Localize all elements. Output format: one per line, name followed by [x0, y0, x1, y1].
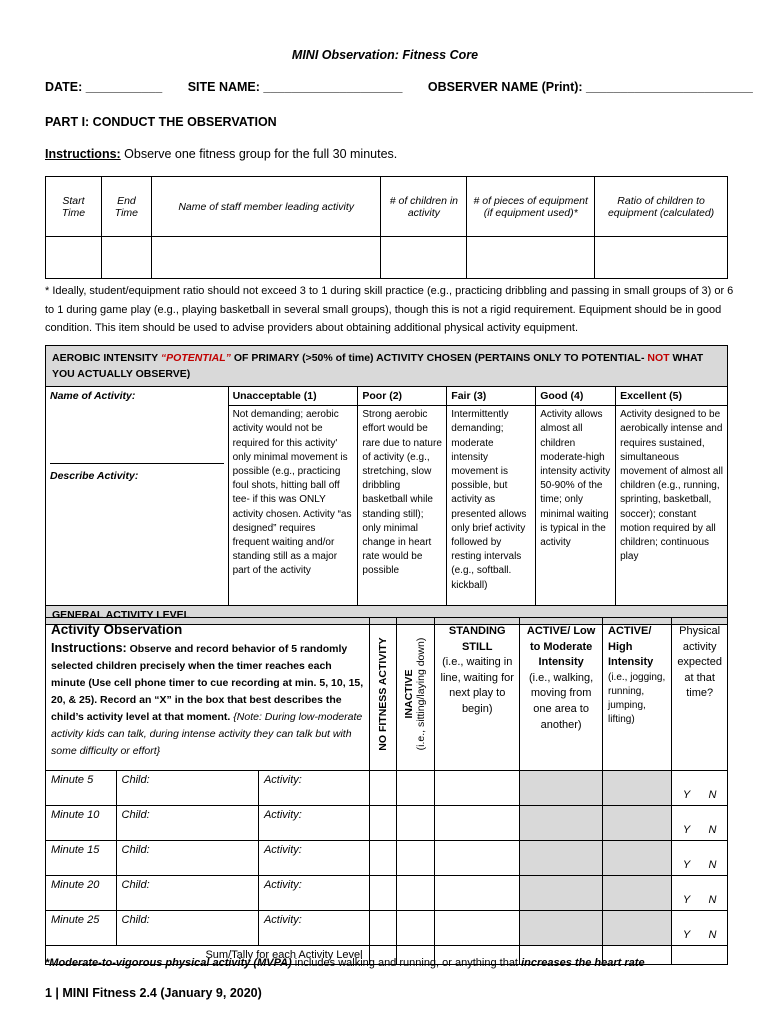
level-excellent: Excellent (5) [616, 387, 728, 406]
col-physical-activity-expected: Physical activity expected at that time? [672, 618, 728, 771]
header-children-count: # of children in activity [381, 177, 467, 237]
staff-name-cell[interactable] [151, 237, 381, 279]
no-fitness-box[interactable] [369, 911, 396, 946]
header-fields [45, 80, 770, 94]
activity-cell[interactable]: Activity: [258, 876, 369, 911]
name-underline [50, 463, 224, 464]
activity-cell[interactable]: Activity: [258, 841, 369, 876]
activity-cell[interactable]: Activity: [258, 771, 369, 806]
standing-box[interactable] [435, 771, 520, 806]
expected-yn[interactable]: Y N [672, 841, 728, 876]
desc-good[interactable]: Activity allows almost all children moderate-high intensity activity 50-90% of the time; only minimal waiting is typical in the activity [536, 406, 616, 606]
equipment-count-cell[interactable] [467, 237, 595, 279]
observer-name-field[interactable]: OBSERVER NAME (Print): ________________________ [427, 80, 753, 94]
desc-poor[interactable]: Strong aerobic effort would be rare due to nature of activity (e.g., stretching, slow dribbling basketball while standing still); only minimal change in heart rate would be possible [358, 406, 447, 606]
active-low-box[interactable] [520, 771, 603, 806]
instructions-text: Observe one fitness group for the full 30 minutes. [120, 147, 398, 161]
standing-box[interactable] [435, 806, 520, 841]
activity-cell[interactable]: Activity: [258, 806, 369, 841]
page-footer: 1 | MINI Fitness 2.4 (January 9, 2020) [45, 986, 262, 1000]
no-fitness-box[interactable] [369, 841, 396, 876]
col-standing-still: STANDING STILL (i.e., waiting in line, waiting for next play to begin) [435, 618, 520, 771]
ratio-cell[interactable] [595, 237, 728, 279]
expected-yn[interactable]: Y N [672, 911, 728, 946]
level-good: Good (4) [536, 387, 616, 406]
col-active-low-moderate: ACTIVE/ Low to Moderate Intensity (i.e., walking, moving from one area to another) [520, 618, 603, 771]
aerobic-intensity-table [45, 345, 728, 625]
child-cell[interactable]: Child: [116, 841, 258, 876]
inactive-box[interactable] [396, 771, 435, 806]
child-cell[interactable]: Child: [116, 911, 258, 946]
active-low-box[interactable] [520, 806, 603, 841]
no-fitness-box[interactable] [369, 771, 396, 806]
desc-excellent[interactable]: Activity designed to be aerobically intense and requires sustained, simultaneous movement of almost all children (e.g., running, sprinting, basketball, soccer); constant motion required by all children; continuous play [616, 406, 728, 606]
name-of-activity-label: Name of Activity: [50, 390, 136, 402]
header-end-time: End Time [101, 177, 151, 237]
intensity-title: AEROBIC INTENSITY “POTENTIAL” OF PRIMARY (>50% of time) ACTIVITY CHOSEN (PERTAINS ONLY TO POTENTIAL- NOT WHAT YOU ACTUALLY OBSERVE) [46, 346, 728, 387]
minute-label: Minute 10 [46, 806, 117, 841]
desc-unacceptable[interactable]: Not demanding; aerobic activity would not be required for this activity' only minimal movement is possible (e.g., practicing foul shots, hitting ball off tee- if this was ONLY activity chosen. Activity “as designed” requires frequent waiting and/or standing still as a major part of the activity [228, 406, 358, 606]
minute-label: Minute 20 [46, 876, 117, 911]
header-ratio: Ratio of children to equipment (calculated) [595, 177, 728, 237]
header-equipment-count: # of pieces of equipment (if equipment used)* [467, 177, 595, 237]
active-high-box[interactable] [603, 841, 672, 876]
sum-tally-label: Sum/Tally for each Activity Level [46, 946, 370, 965]
sum-expected[interactable] [672, 946, 728, 965]
level-poor: Poor (2) [358, 387, 447, 406]
inactive-box[interactable] [396, 876, 435, 911]
child-cell[interactable]: Child: [116, 876, 258, 911]
header-start-time: Start Time [46, 177, 102, 237]
activity-cell[interactable]: Activity: [258, 911, 369, 946]
instructions-label: Instructions: [45, 147, 121, 161]
active-low-box[interactable] [520, 911, 603, 946]
active-low-box[interactable] [520, 841, 603, 876]
child-cell[interactable]: Child: [116, 806, 258, 841]
start-time-cell[interactable] [46, 237, 102, 279]
minute-label: Minute 25 [46, 911, 117, 946]
active-high-box[interactable] [603, 771, 672, 806]
level-unacceptable: Unacceptable (1) [228, 387, 358, 406]
describe-activity-label: Describe Activity: [50, 470, 139, 482]
standing-box[interactable] [435, 911, 520, 946]
inactive-box[interactable] [396, 911, 435, 946]
document-title: MINI Observation: Fitness Core [291, 48, 479, 62]
instructions [45, 147, 397, 161]
child-cell[interactable]: Child: [116, 771, 258, 806]
expected-yn[interactable]: Y N [672, 806, 728, 841]
minute-label: Minute 15 [46, 841, 117, 876]
observation-title: Activity Observation [51, 622, 183, 637]
observation-instructions: Activity Observation Instructions: Observe and record behavior of 5 randomly selected children precisely when the timer reaches each minute (Use cell phone timer to cue recording at min. 5, 10, 15, 20, & 25). Record an “X” in the box that best describes the child’s activity level at that moment. {Note: During low-moderate activity kids can talk, during intense activity they can talk but with some difficulty or effort} [46, 618, 370, 771]
standing-box[interactable] [435, 876, 520, 911]
activity-observation-table [45, 617, 728, 965]
minute-label: Minute 5 [46, 771, 117, 806]
no-fitness-box[interactable] [369, 806, 396, 841]
expected-yn[interactable]: Y N [672, 876, 728, 911]
general-activity-level: GENERAL ACTIVITY LEVEL [46, 606, 728, 625]
col-inactive: INACTIVE (i.e., sitting/laying down) [396, 618, 435, 771]
equipment-note: * Ideally, student/equipment ratio should not exceed 3 to 1 during skill practice (e.g., practicing dribbling and passing in small groups of 3) or 6 to 1 during game play (e.g., playing basketball in several small groups), though this is not a rigid requirement. Equipment should be in good condition. This item should be used to advise providers about obtaining additional physical activity equipment. [45, 285, 734, 334]
col-active-high: ACTIVE/ High Intensity (i.e., jogging, running, jumping, lifting) [603, 618, 672, 771]
col-no-fitness-activity: NO FITNESS ACTIVITY [369, 618, 396, 771]
group-info-table [45, 176, 728, 279]
desc-fair[interactable]: Intermittently demanding; moderate intensity movement is possible, but activity as presented allows only brief activity followed by resting intervals (e.g., softball. kickball) [447, 406, 536, 606]
part-heading: PART I: CONDUCT THE OBSERVATION [45, 115, 277, 129]
site-name-field[interactable]: SITE NAME: ____________________ [187, 80, 403, 94]
mvpa-footnote: *Moderate-to-vigorous physical activity (MVPA) includes walking and running, or anything that increases the heart rate [45, 957, 645, 969]
activity-name-cell[interactable] [46, 387, 229, 606]
children-count-cell[interactable] [381, 237, 467, 279]
inactive-box[interactable] [396, 841, 435, 876]
level-fair: Fair (3) [447, 387, 536, 406]
active-low-box[interactable] [520, 876, 603, 911]
no-fitness-box[interactable] [369, 876, 396, 911]
standing-box[interactable] [435, 841, 520, 876]
inactive-box[interactable] [396, 806, 435, 841]
active-high-box[interactable] [603, 806, 672, 841]
date-field[interactable]: DATE: ___________ [45, 80, 163, 94]
header-staff-name: Name of staff member leading activity [151, 177, 381, 237]
active-high-box[interactable] [603, 876, 672, 911]
active-high-box[interactable] [603, 911, 672, 946]
end-time-cell[interactable] [101, 237, 151, 279]
expected-yn[interactable]: Y N [672, 771, 728, 806]
